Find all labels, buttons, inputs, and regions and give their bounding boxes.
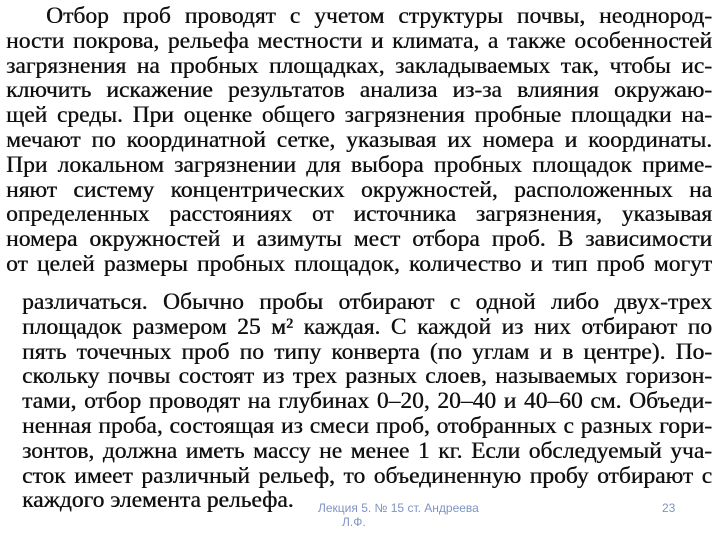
text-line: загрязнения на пробных площадках, закладываемых так, чтобы ис-: [6, 53, 712, 79]
paragraph-top: [6, 4, 712, 277]
text-line: площадок размером 25 м² каждая. С каждой из них отбирают по: [22, 314, 712, 340]
text-line: мечают по координатной сетке, указывая их номера и координаты.: [6, 127, 712, 153]
text-line: номера окружностей и азимуты мест отбора проб. В зависимости: [6, 227, 712, 252]
text-line: скольку почвы состоят из трех разных слоев, называемых горизон-: [22, 364, 712, 390]
text-line: При локальном загрязнении для выбора пробных площадок приме-: [6, 152, 712, 178]
slide-footer: [318, 501, 479, 529]
text-line: тами, отбор проводят на глубинах 0–20, 20–40 и 40–60 см. Объеди-: [22, 389, 712, 414]
paragraph-bottom: [22, 290, 712, 513]
text-line: сток имеет различный рельеф, то объединенную пробу отбирают с: [22, 463, 712, 489]
text-line: Отбор проб проводят с учетом структуры почвы, неоднород-: [46, 4, 712, 29]
text-line: от целей размеры пробных площадок, количество и тип проб могут: [6, 251, 712, 277]
text-line: различаться. Обычно пробы отбирают с одной либо двух-трех: [22, 290, 712, 315]
text-line: щей среды. При оценке общего загрязнения пробные площадки на-: [6, 103, 712, 128]
text-line: ненная проба, состоящая из смеси проб, отобранных с разных гори-: [22, 413, 712, 439]
text-line: каждого элемента рельефа.: [22, 488, 294, 514]
footer-line: Л.Ф.: [342, 515, 366, 529]
text-line: няют систему концентрических окружностей, расположенных на: [6, 177, 712, 203]
text-line: зонтов, должна иметь массу не менее 1 кг. Если обследуемый уча-: [22, 438, 712, 464]
text-line: ности покрова, рельефа местности и климата, а также особенностей: [6, 28, 712, 54]
text-line: пять точечных проб по типу конверта (по углам и в центре). По-: [22, 339, 712, 365]
footer-line: Лекция 5. № 15 ст. Андреева: [318, 501, 479, 515]
text-line: ключить искажение результатов анализа из-за влияния окружаю-: [6, 78, 712, 104]
page-number: 23: [662, 501, 676, 515]
text-line: определенных расстояниях от источника загрязнения, указывая: [6, 202, 712, 228]
